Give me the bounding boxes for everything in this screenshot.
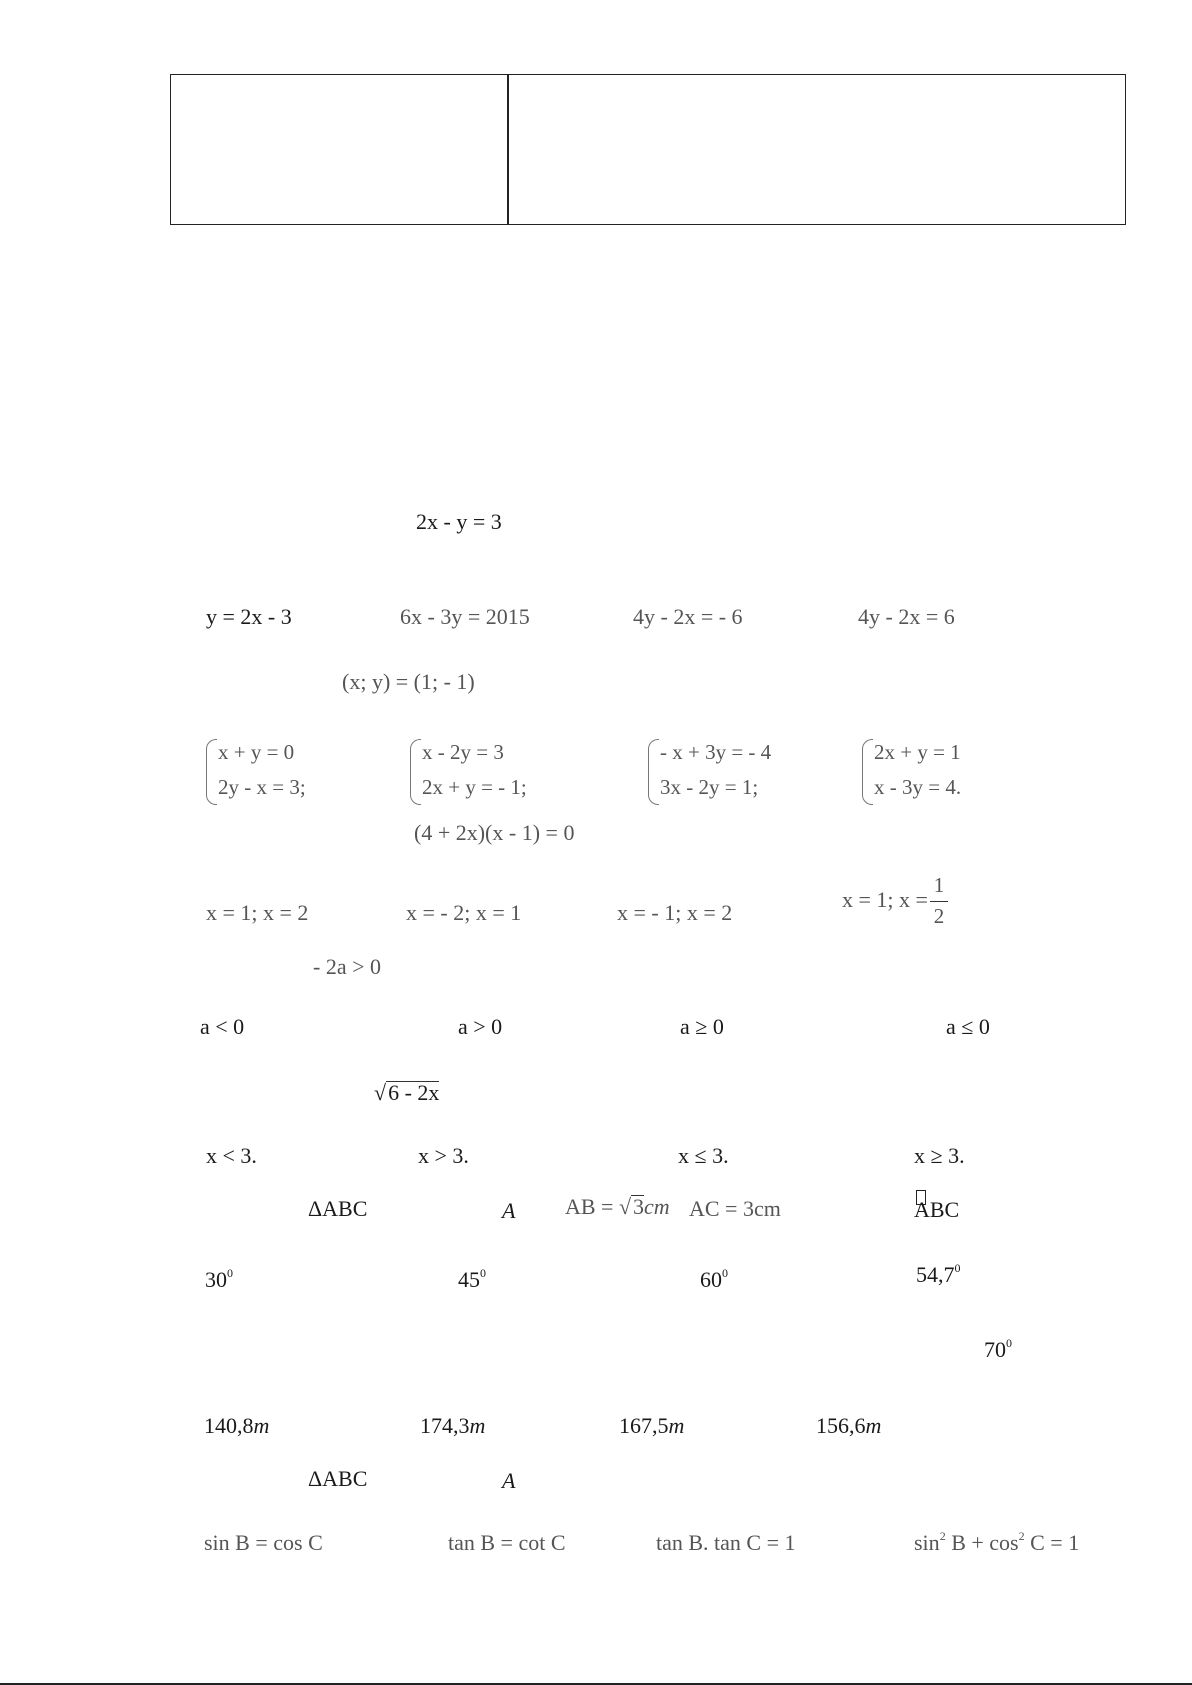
exponent: 2 (939, 1529, 946, 1543)
value: 45 (458, 1267, 480, 1292)
q3-option-c: x = - 1; x = 2 (617, 900, 733, 925)
unit: m (865, 1413, 882, 1438)
q6-ab-length (565, 1194, 670, 1220)
unit: m (253, 1413, 270, 1438)
q6-ac-length: AC = 3cm (689, 1196, 781, 1221)
degree-mark: 0 (722, 1266, 728, 1280)
system-brace (648, 739, 659, 805)
q4-option-c: a ≥ 0 (680, 1014, 724, 1039)
degree-mark: 0 (480, 1266, 486, 1280)
q5-option-c: x ≤ 3. (678, 1143, 729, 1168)
ab-radicand: 3 (633, 1194, 645, 1219)
system-brace (862, 739, 873, 805)
value: 174,3 (420, 1413, 470, 1438)
radical-sign: √ (618, 1194, 632, 1219)
q1-stem-equation: 2x - y = 3 (416, 509, 502, 534)
q2-option-d (862, 735, 961, 805)
q7-option-b (420, 1413, 485, 1439)
q2-option-b (410, 735, 527, 805)
system-brace (206, 739, 217, 805)
degree-mark: 0 (954, 1261, 961, 1275)
value: 30 (205, 1267, 227, 1292)
system-brace (410, 739, 421, 805)
q8-vertex-label: A (502, 1468, 516, 1493)
q5-option-a: x < 3. (206, 1143, 257, 1168)
q8-option-d (914, 1530, 1079, 1556)
system-row-1: 2x + y = 1 (874, 740, 961, 764)
q7-option-d (816, 1413, 881, 1439)
system-row-1: - x + 3y = - 4 (660, 740, 772, 764)
c-equals-one: C = 1 (1030, 1530, 1080, 1555)
q2-stem-solution: (x; y) = (1; - 1) (342, 669, 475, 694)
q5-option-d: x ≥ 3. (914, 1143, 965, 1168)
q3-option-b: x = - 2; x = 1 (406, 900, 522, 925)
q8-option-b: tan B = cot C (448, 1530, 566, 1555)
q8-triangle-label: ΔABC (308, 1466, 368, 1491)
q4-option-d: a ≤ 0 (946, 1014, 990, 1039)
q7-angle-value (984, 1337, 1012, 1363)
q2-option-c (648, 735, 771, 805)
radicand: 6 - 2x (388, 1080, 440, 1105)
q6-option-b (458, 1267, 486, 1293)
radical-sign: √ (374, 1080, 387, 1105)
system-row-2: x - 3y = 4. (874, 775, 962, 799)
value: 70 (984, 1337, 1006, 1362)
header-table-divider (507, 75, 509, 224)
q6-angle-label: ABC (914, 1197, 960, 1222)
q3-option-a: x = 1; x = 2 (206, 900, 309, 925)
q6-option-a (205, 1267, 233, 1293)
system-row-2: 2x + y = - 1; (422, 775, 527, 799)
q4-stem-inequality: - 2a > 0 (313, 954, 381, 979)
fraction-numerator: 1 (933, 873, 945, 897)
b-plus-cos: B + cos (951, 1530, 1019, 1555)
q1-option-b: 6x - 3y = 2015 (400, 604, 530, 629)
value: 140,8 (204, 1413, 254, 1438)
q7-option-c (619, 1413, 684, 1439)
q6-triangle-label: ΔABC (308, 1196, 368, 1221)
q6-option-d (916, 1262, 961, 1288)
value: 60 (700, 1267, 722, 1292)
q4-option-a: a < 0 (200, 1014, 245, 1039)
degree-mark: 0 (1006, 1336, 1012, 1350)
system-row-2: 2y - x = 3; (218, 775, 306, 799)
q5-stem-radical (374, 1080, 439, 1106)
ab-lead: AB = (565, 1194, 614, 1219)
q6-option-c (700, 1267, 728, 1293)
exponent: 2 (1018, 1529, 1025, 1543)
q8-option-c: tan B. tan C = 1 (656, 1530, 796, 1555)
fraction-denominator: 2 (933, 904, 945, 928)
unit: m (469, 1413, 486, 1438)
unit: m (668, 1413, 685, 1438)
ab-unit: cm (644, 1194, 670, 1219)
degree-mark: 0 (227, 1266, 233, 1280)
q7-option-a (204, 1413, 269, 1439)
sin-label: sin (914, 1530, 940, 1555)
q3-option-d: x = 1; x = (842, 887, 928, 912)
q2-option-a (206, 735, 306, 805)
value: 156,6 (816, 1413, 866, 1438)
system-row-2: 3x - 2y = 1; (660, 775, 759, 799)
system-row-1: x - 2y = 3 (422, 740, 504, 764)
system-row-1: x + y = 0 (218, 740, 295, 764)
value: 54,7 (916, 1262, 955, 1287)
header-table (170, 74, 1126, 225)
value: 167,5 (619, 1413, 669, 1438)
q3-option-d-fraction (930, 872, 950, 932)
q3-stem-equation: (4 + 2x)(x - 1) = 0 (414, 820, 575, 845)
q5-option-b: x > 3. (418, 1143, 469, 1168)
q6-vertex-label: A (502, 1198, 516, 1223)
q1-option-c: 4y - 2x = - 6 (633, 604, 743, 629)
q1-option-a: y = 2x - 3 (206, 604, 292, 629)
q4-option-b: a > 0 (458, 1014, 503, 1039)
q8-option-a: sin B = cos C (204, 1530, 323, 1555)
q1-option-d: 4y - 2x = 6 (858, 604, 955, 629)
